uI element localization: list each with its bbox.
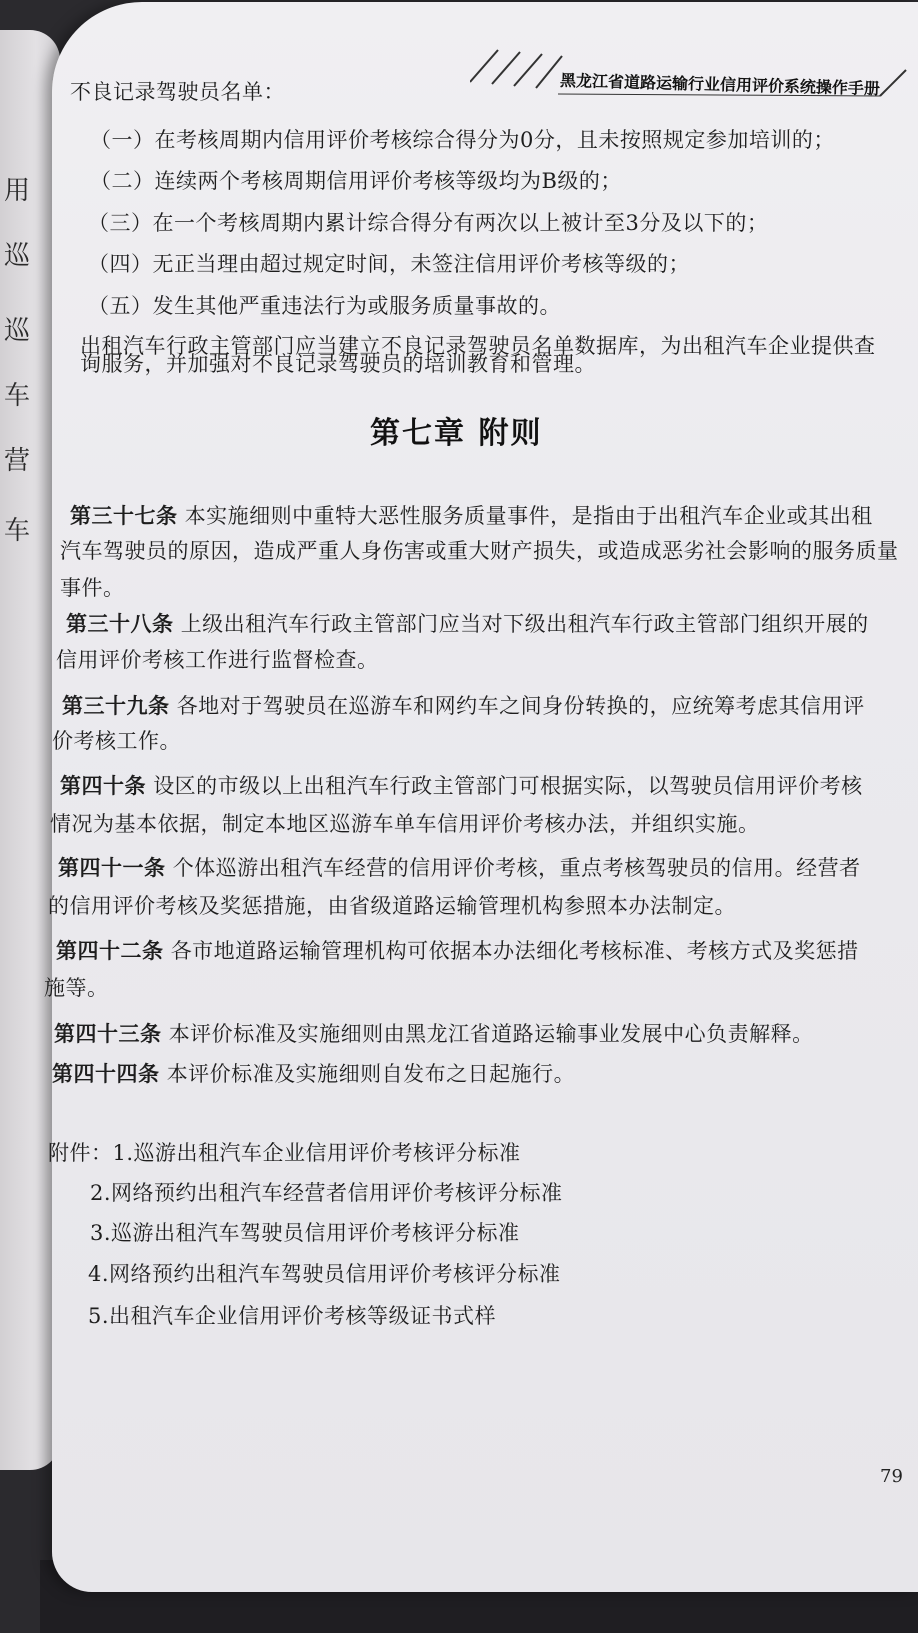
article-line: 汽车驾驶员的原因，造成严重人身伤害或重大财产损失，或造成恶劣社会影响的服务质量: [60, 539, 899, 563]
left-page-char: 用: [4, 176, 31, 206]
left-page-char: 巡: [4, 316, 31, 346]
article-number: 第四十一条: [58, 855, 166, 880]
article-line: 施等。: [44, 976, 109, 1000]
blacklist-item: （三）在一个考核周期内累计综合得分有两次以上被计至3分及以下的；: [88, 211, 769, 235]
blacklist-intro: 不良记录驾驶员名单：: [70, 80, 285, 104]
page-header: [470, 30, 910, 99]
attachment-line: [48, 1137, 521, 1167]
article-text: 本评价标准及实施细则自发布之日起施行。: [166, 1062, 576, 1086]
article-text: 各地对于驾驶员在巡游车和网约车之间身份转换的，应统筹考虑其信用评: [176, 694, 865, 718]
article-line: 的信用评价考核及奖惩措施，由省级道路运输管理机构参照本办法制定。: [48, 894, 736, 918]
article-text: 设区的市级以上出租汽车行政主管部门可根据实际，以驾驶员信用评价考核: [153, 774, 863, 798]
article-line: [52, 1058, 575, 1088]
article-text: 本实施细则中重特大恶性服务质量事件，是指由于出租汽车企业或其出租: [184, 504, 873, 528]
article-number: 第四十三条: [54, 1021, 162, 1046]
blacklist-item: （一）在考核周期内信用评价考核综合得分为0分，且未按照规定参加培训的；: [90, 128, 835, 152]
article-number: 第四十二条: [56, 938, 164, 963]
left-page-char: 巡: [4, 241, 31, 271]
article-text: 上级出租汽车行政主管部门应当对下级出租汽车行政主管部门组织开展的: [180, 612, 869, 636]
page-number: 79: [880, 1466, 903, 1487]
article-number: 第三十九条: [62, 693, 170, 718]
attachment-item: 5.出租汽车企业信用评价考核等级证书式样: [88, 1304, 497, 1328]
left-page-char: 车: [4, 516, 31, 546]
article-number: 第四十四条: [52, 1061, 160, 1086]
attachment-item: 3.巡游出租汽车驾驶员信用评价考核评分标准: [90, 1221, 520, 1245]
attachment-item: 4.网络预约出租汽车驾驶员信用评价考核评分标准: [88, 1262, 561, 1286]
article-text: 各市地道路运输管理机构可依据本办法细化考核标准、考核方式及奖惩措: [170, 939, 859, 963]
article-text: 本评价标准及实施细则由黑龙江省道路运输事业发展中心负责解释。: [168, 1022, 814, 1046]
article-number: 第三十八条: [66, 611, 174, 636]
article-line: [66, 608, 869, 638]
chapter-title: 第七章 附则: [370, 416, 543, 451]
article-number: 第三十七条: [70, 503, 178, 528]
article-line: 价考核工作。: [52, 729, 181, 753]
blacklist-paragraph-line: 询服务，并加强对不良记录驾驶员的培训教育和管理。: [80, 352, 596, 376]
attachment-item: 2.网络预约出租汽车经营者信用评价考核评分标准: [90, 1181, 563, 1205]
article-line: [62, 690, 865, 720]
article-line: [70, 500, 873, 530]
article-line: [56, 935, 859, 965]
article-line: [60, 770, 863, 800]
article-number: 第四十条: [60, 773, 146, 798]
article-text: 个体巡游出租汽车经营的信用评价考核，重点考核驾驶员的信用。经营者: [172, 856, 861, 880]
left-page-char: 车: [4, 381, 31, 411]
article-line: [54, 1018, 814, 1048]
left-page-char: 营: [4, 446, 31, 476]
previous-page-edge: [0, 30, 60, 1470]
blacklist-item: （二）连续两个考核周期信用评价考核等级均为B级的；: [90, 169, 622, 193]
article-line: [58, 852, 861, 882]
article-line: 事件。: [60, 576, 125, 600]
attachment-item: 1.巡游出租汽车企业信用评价考核评分标准: [112, 1141, 521, 1165]
manual-title: 黑龙江省道路运输行业信用评价系统操作手册: [559, 70, 881, 99]
blacklist-item: （五）发生其他严重违法行为或服务质量事故的。: [88, 294, 561, 318]
attachments-label: 附件：: [48, 1141, 113, 1165]
article-line: 信用评价考核工作进行监督检查。: [56, 648, 379, 672]
article-line: 情况为基本依据，制定本地区巡游车单车信用评价考核办法，并组织实施。: [50, 812, 760, 836]
blacklist-item: （四）无正当理由超过规定时间，未签注信用评价考核等级的；: [88, 252, 690, 276]
blacklist-paragraph-line: 出租汽车行政主管部门应当建立不良记录驾驶员名单数据库，为出租汽车企业提供查: [80, 334, 876, 358]
